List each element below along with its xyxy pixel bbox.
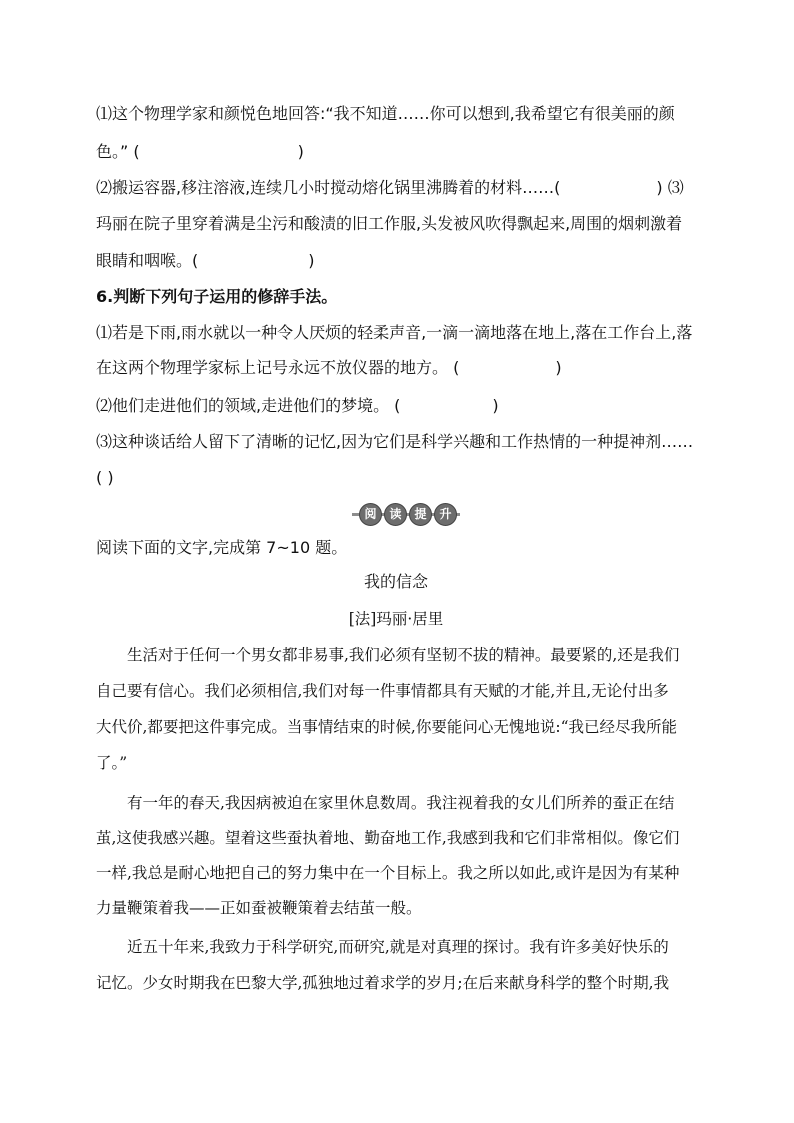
q6-item2-line <box>96 394 696 418</box>
article-author: [法]玛丽·居里 <box>348 610 444 628</box>
article-p1-line: 大代价,都要把这件事完成。当事情结束的时候,你要能问心无愧地说:“我已经尽我所能 <box>96 718 678 736</box>
q6-title: 6.判断下列句子运用的修辞手法。 <box>96 287 338 306</box>
banner-char: 阅 <box>359 503 382 526</box>
q6-item1-line2 <box>96 356 696 380</box>
q5-item1-text: 色。” ( <box>96 142 140 161</box>
q5-item2-close: ) ⑶ <box>656 178 684 197</box>
banner-char: 提 <box>409 503 432 526</box>
q5-item3-text: 眼睛和咽喉。( <box>96 251 199 270</box>
reading-instruction: 阅读下面的文字,完成第 7~10 题。 <box>96 538 348 557</box>
q6-item1-text: 在这两个物理学家标上记号永远不放仪器的地方。 ( <box>96 358 460 377</box>
banner-char: 升 <box>434 503 457 526</box>
article-p2-line: 有一年的春天,我因病被迫在家里休息数周。我注视着我的女儿们所养的蚕正在结 <box>127 794 675 812</box>
q5-item3-close: ) <box>308 251 315 270</box>
q6-item2-text: ⑵他们走进他们的领域,走进他们的梦境。 ( <box>96 396 401 415</box>
article-p1-line: 了。” <box>96 754 128 772</box>
q5-item3-line1: 玛丽在院子里穿着满是尘污和酸渍的旧工作服,头发被风吹得飘起来,周围的烟刺激着 <box>96 214 683 233</box>
banner-circles <box>359 503 457 526</box>
q6-item3-line2: ( ) <box>96 468 114 487</box>
article-p3-line: 记忆。少女时期我在巴黎大学,孤独地过着求学的岁月;在后来献身科学的整个时期,我 <box>96 974 670 992</box>
q6-item1-close: ) <box>555 358 562 377</box>
q6-item1-line1: ⑴若是下雨,雨水就以一种令人厌烦的轻柔声音,一滴一滴地落在地上,落在工作台上,落 <box>96 323 693 342</box>
article-p2-line: 茧,这使我感兴趣。望着这些蚕执着地、勤奋地工作,我感到我和它们非常相似。像它们 <box>96 829 680 847</box>
article-p2-line: 一样,我总是耐心地把自己的努力集中在一个目标上。我之所以如此,或许是因为有某种 <box>96 864 680 882</box>
article-p3-line: 近五十年来,我致力于科学研究,而研究,就是对真理的探讨。我有许多美好快乐的 <box>127 938 669 956</box>
article-p1-line: 自己要有信心。我们必须相信,我们对每一件事情都具有天赋的才能,并且,无论付出多 <box>96 682 669 700</box>
q5-item2-text: ⑵搬运容器,移注溶液,连续几小时搅动熔化锅里沸腾着的材料……( <box>96 178 561 197</box>
q5-item2-line <box>96 176 696 200</box>
q5-item3-line2 <box>96 249 696 273</box>
article-p1-line: 生活对于任何一个男女都非易事,我们必须有坚韧不拔的精神。最要紧的,还是我们 <box>127 646 680 664</box>
q5-item1-line1: ⑴这个物理学家和颜悦色地回答:“我不知道……你可以想到,我希望它有很美丽的颜 <box>96 104 675 123</box>
q5-item1-close: ) <box>297 142 304 161</box>
article-p2-line: 力量鞭策着我——正如蚕被鞭策着去结茧一般。 <box>96 899 422 917</box>
q6-item3-line1: ⑶这种谈话给人留下了清晰的记忆,因为它们是科学兴趣和工作热情的一种提神剂…… <box>96 432 694 451</box>
q5-item1-line2 <box>96 140 696 164</box>
section-banner <box>352 502 460 524</box>
q6-item2-close: ) <box>492 396 499 415</box>
banner-char: 读 <box>384 503 407 526</box>
article-title: 我的信念 <box>363 572 428 591</box>
